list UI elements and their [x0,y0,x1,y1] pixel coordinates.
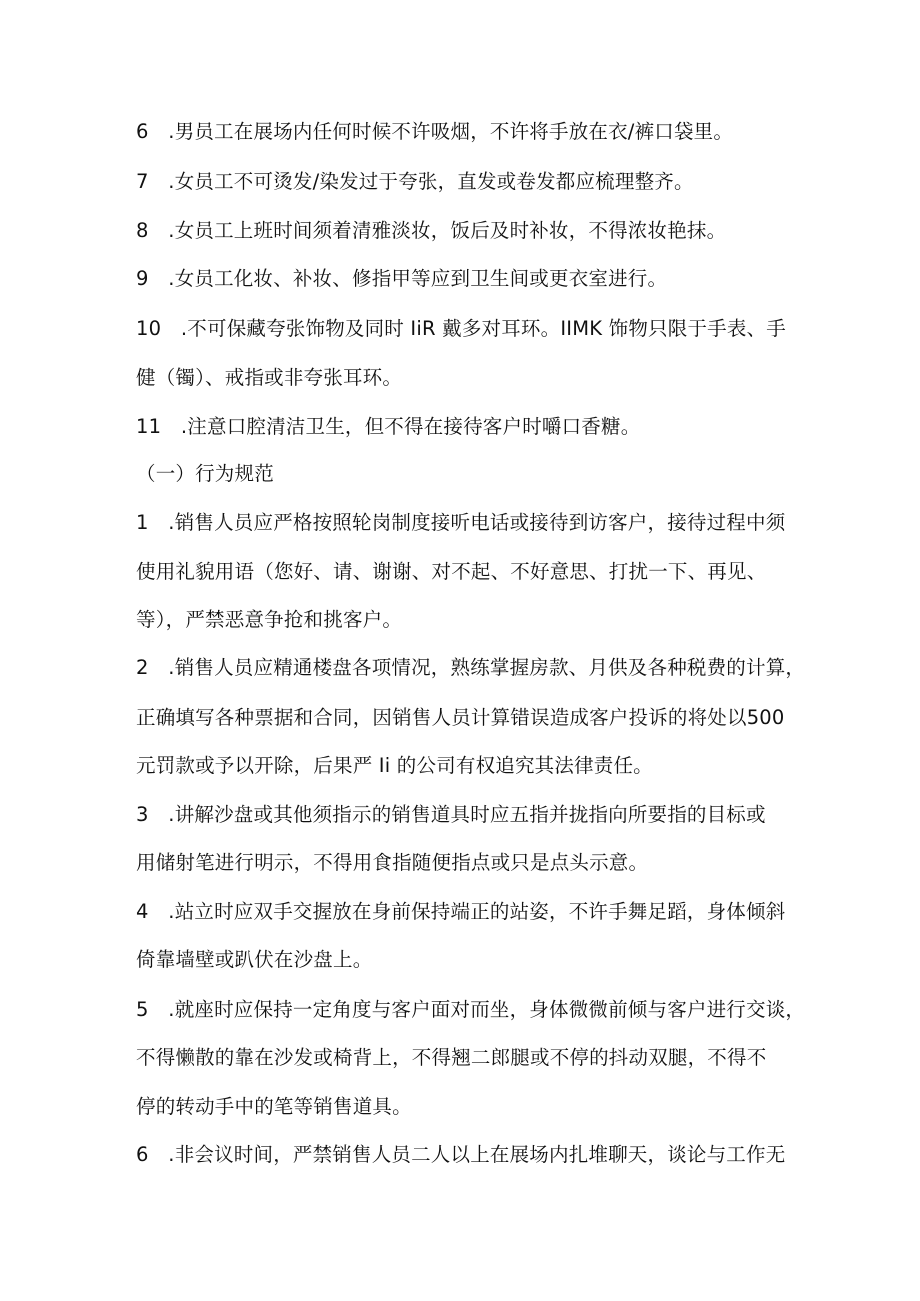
text-line: 用储射笔进行明示，不得用食指随便指点或只是点头示意。 [136,851,649,874]
text-line: 11 .注意口腔清洁卫生，但不得在接待客户时嚼口香糖。 [136,415,641,438]
text-line: 倚靠墙壁或趴伏在沙盘上。 [136,948,373,971]
text-line: 等），严禁恶意争抢和挑客户。 [136,608,403,631]
text-line: 不得懒散的靠在沙发或椅背上，不得翘二郎腿或不停的抖动双腿，不得不 [136,1046,767,1069]
text-line: 9 .女员工化妆、补妆、修指甲等应到卫生间或更衣室进行。 [136,267,668,290]
text-line: 健（镯）、戒指或非夸张耳环。 [136,366,403,389]
text-line: 6 .男员工在展场内任何时候不许吸烟，不许将手放在衣/裤口袋里。 [136,120,734,143]
text-line: 正确填写各种票据和合同，因销售人员计算错误造成客户投诉的将处以500 [136,706,785,729]
text-line: 8 .女员工上班时间须着清雅淡妆，饭后及时补妆，不得浓妆艳抹。 [136,219,727,242]
text-line: 2 .销售人员应精通楼盘各项情况，熟练掌握房款、月供及各种税费的计算， [136,656,806,679]
text-line: 1 .销售人员应严格按照轮岗制度接听电话或接待到访客户，接待过程中须 [136,511,786,534]
text-line: 使用礼貌用语（您好、请、谢谢、对不起、不好意思、打扰一下、再见、 [136,560,767,583]
text-line: 3 .讲解沙盘或其他须指示的销售道具时应五指并拢指向所要指的目标或 [136,803,766,826]
text-line: 6 .非会议时间，严禁销售人员二人以上在展场内扎堆聊天，谈论与工作无 [136,1143,786,1166]
section-heading: （一）行为规范 [136,462,274,485]
text-line: 10 .不可保藏夸张饰物及同时 IiR 戴多对耳环。IIMK 饰物只限于手表、手 [136,317,786,340]
text-line: 4 .站立时应双手交握放在身前保持端正的站姿，不许手舞足蹈，身体倾斜 [136,900,786,923]
text-line: 停的转动手中的笔等销售道具。 [136,1095,412,1118]
text-line: 元罚款或予以开除，后果严 Ii 的公司有权追究其法律责任。 [136,754,653,777]
text-line: 7 .女员工不可烫发/染发过于夸张，直发或卷发都应梳理整齐。 [136,170,694,193]
text-line: 5 .就座时应保持一定角度与客户面对而坐，身体微微前倾与客户进行交谈， [136,998,806,1021]
